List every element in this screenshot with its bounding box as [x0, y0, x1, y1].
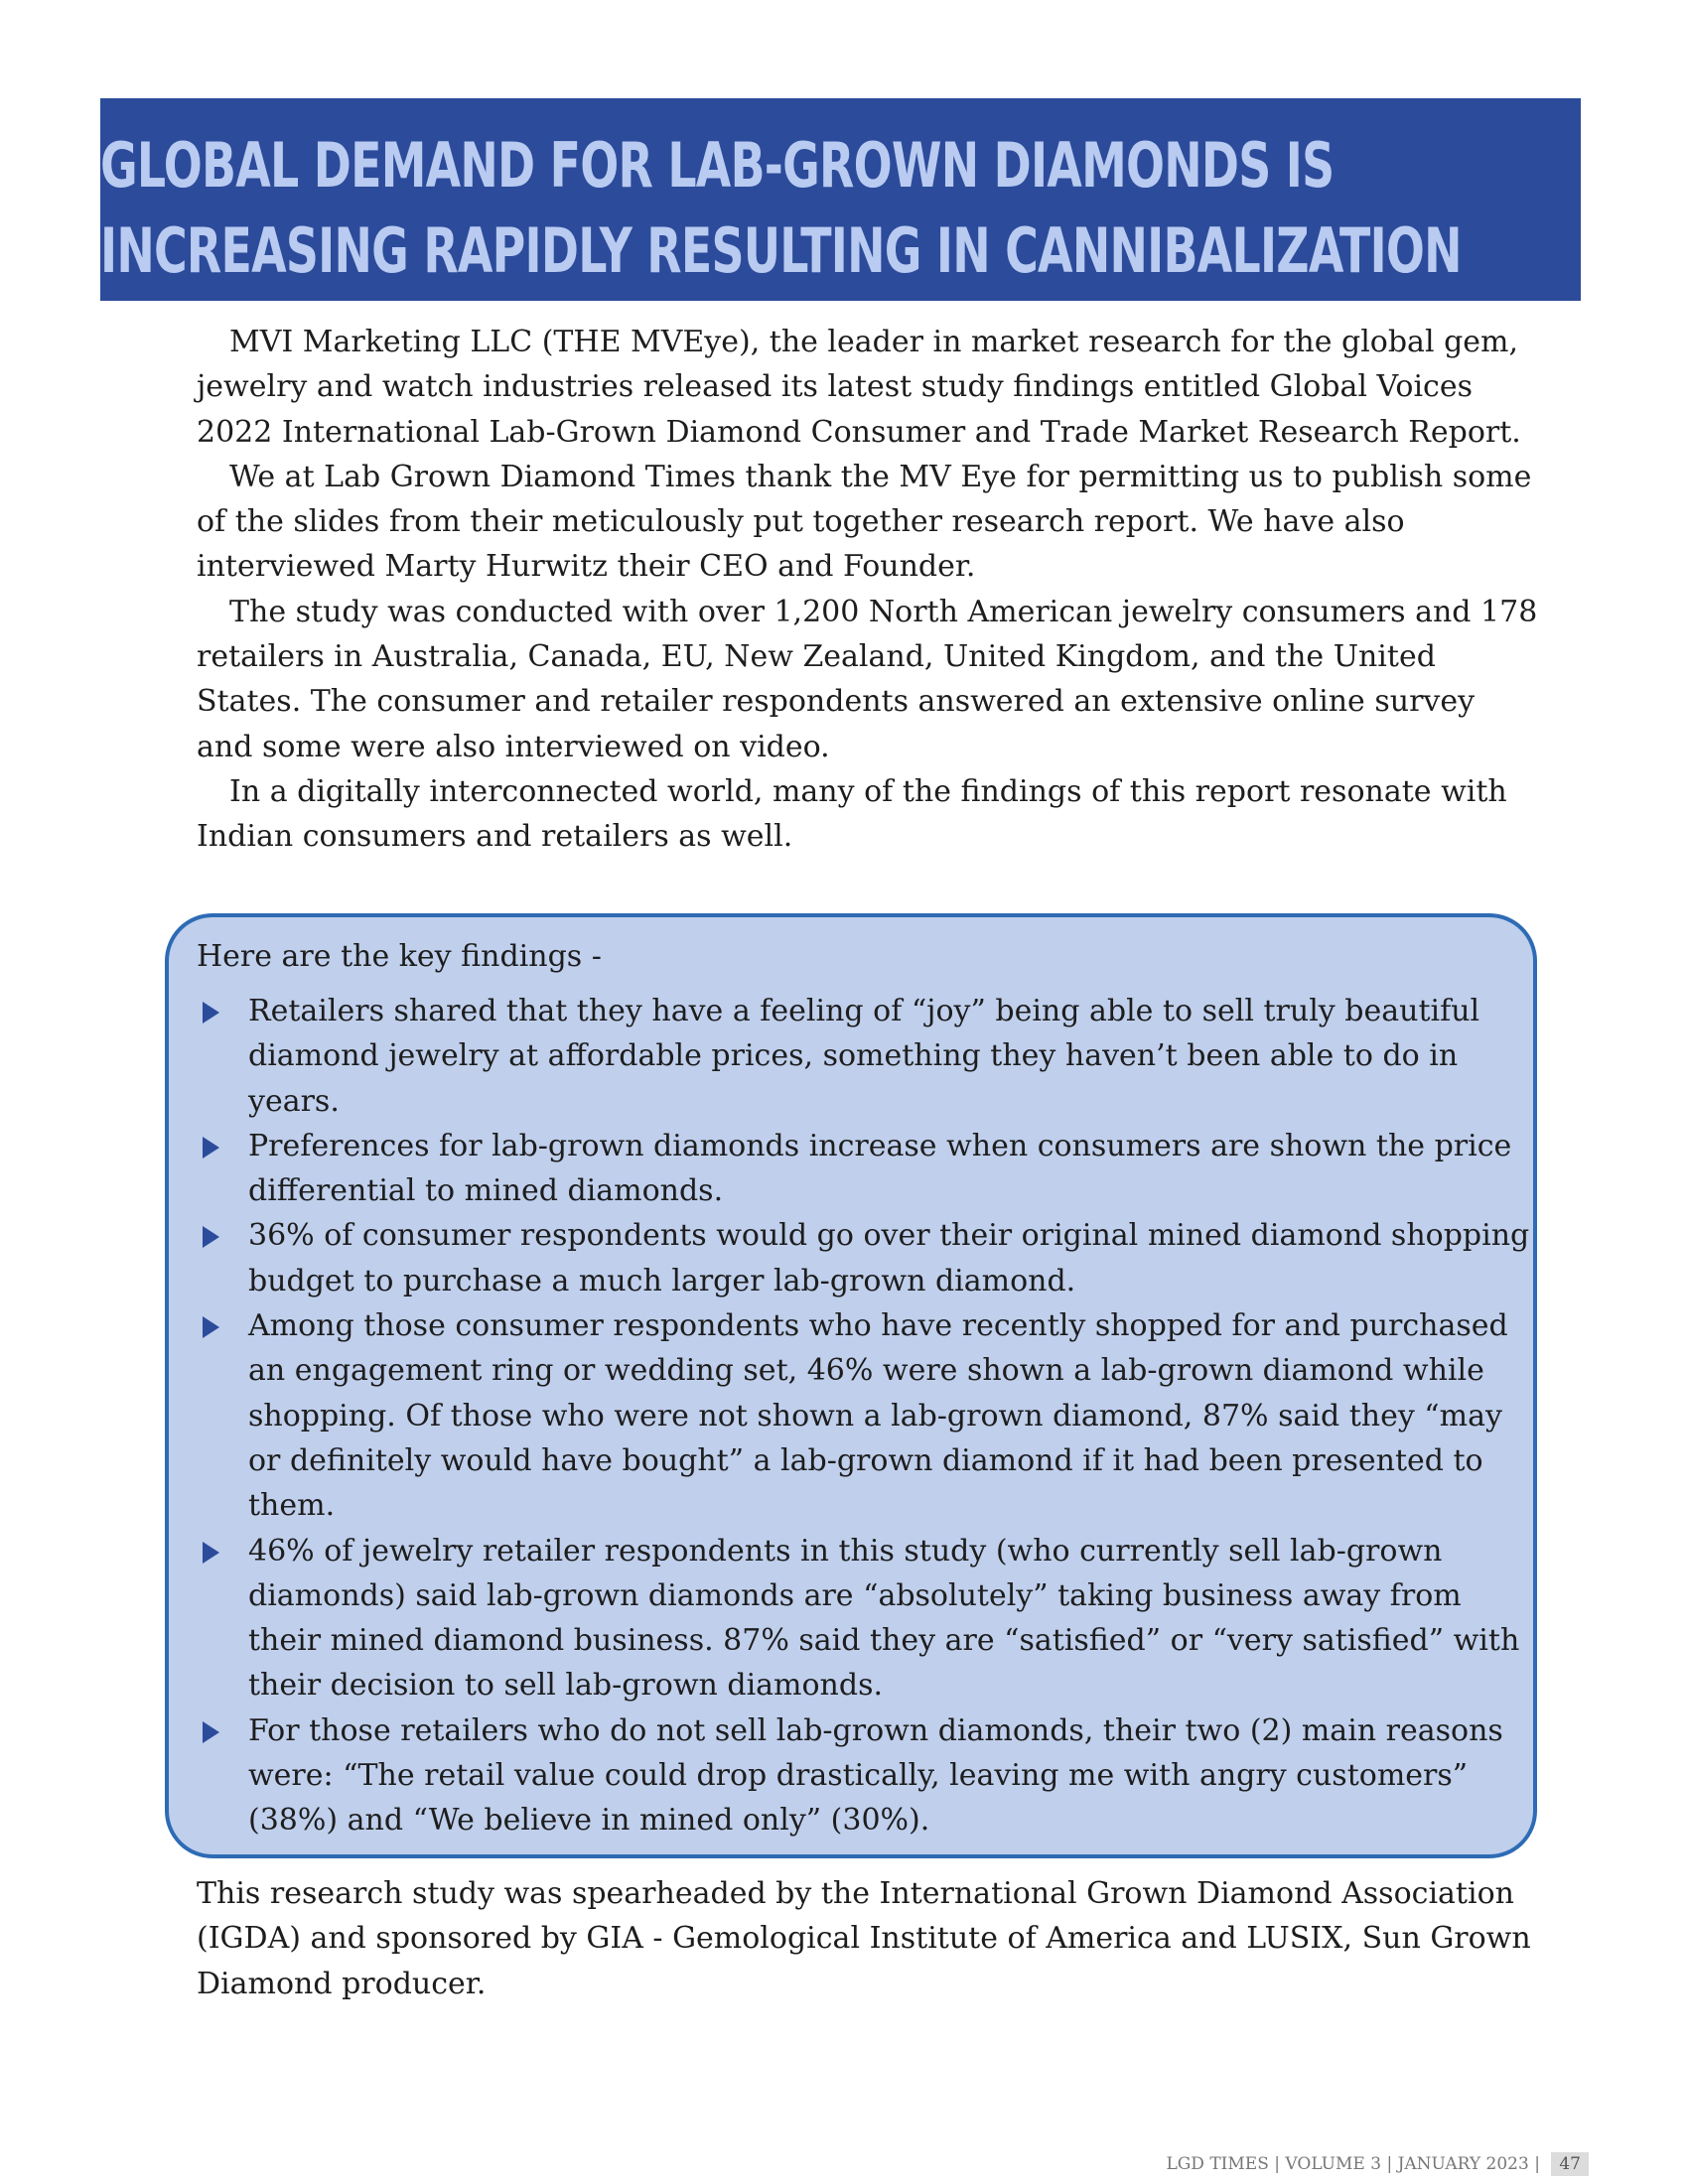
paragraph: In a digitally interconnected world, many of the findings of this report resonate with Indian consumers and retailers as well. — [197, 773, 1507, 855]
list-item — [203, 1303, 1533, 1528]
footer-separator: | — [1386, 2154, 1398, 2174]
footer-volume: VOLUME 3 — [1285, 2154, 1382, 2174]
key-findings-heading: Here are the key findings - — [197, 939, 602, 974]
list-item — [203, 1124, 1533, 1214]
page-title — [100, 123, 1462, 294]
finding-text: Retailers shared that they have a feeling of “joy” being able to sell truly beautiful diamond jewelry at affordable prices, something they haven’t been able to do in years. — [248, 994, 1480, 1119]
paragraph: MVI Marketing LLC (THE MVEye), the leader in market research for the global gem, jewelry and watch industries released its latest study findings entitled Global Voices 2022 International Lab-Grown Diamond Consumer and Trade Market Research Report. — [197, 325, 1521, 450]
triangle-bullet-icon — [203, 1002, 219, 1024]
paragraph: We at Lab Grown Diamond Times thank the MV Eye for permitting us to publish some of the slides from their meticulously put together research report. We have also interviewed Marty Hurwitz their CEO and Founder. — [197, 459, 1532, 585]
finding-text: 36% of consumer respondents would go over their original mined diamond shopping budget to purchase a much larger lab-grown diamond. — [248, 1218, 1530, 1298]
paragraph: The study was conducted with over 1,200 North American jewelry consumers and 178 retailers in Australia, Canada, EU, New Zealand, United Kingdom, and the United States. The consumer and retailer respondents answered an extensive online survey and some were also interviewed on video. — [197, 594, 1538, 764]
finding-text: For those retailers who do not sell lab-grown diamonds, their two (2) main reasons were: “The retail value could drop drastically, leaving me with angry customers” (38%) and “We believe in mined only” (30%). — [248, 1712, 1503, 1839]
title-line-1: GLOBAL DEMAND FOR LAB-GROWN DIAMONDS IS — [100, 129, 1335, 202]
triangle-bullet-icon — [203, 1226, 219, 1248]
footer-date: JANUARY 2023 — [1397, 2154, 1529, 2174]
footer-separator: | — [1534, 2154, 1546, 2174]
title-line-2: INCREASING RAPIDLY RESULTING IN CANNIBALIZATION — [100, 214, 1462, 287]
finding-text: Preferences for lab-grown diamonds increase when consumers are shown the price differential to mined diamonds. — [248, 1128, 1512, 1209]
finding-text: 46% of jewelry retailer respondents in this study (who currently sell lab-grown diamonds) said lab-grown diamonds are “absolutely” taking business away from their mined diamond business. 87% said they are “satisfied” or “very satisfied” with their decision to sell lab-grown diamonds. — [248, 1533, 1520, 1704]
footer-separator: | — [1274, 2154, 1286, 2174]
intro-text — [197, 320, 1539, 860]
list-item — [203, 1708, 1533, 1843]
page-footer — [1166, 2152, 1589, 2176]
list-item — [203, 1213, 1533, 1303]
triangle-bullet-icon — [203, 1137, 219, 1159]
triangle-bullet-icon — [203, 1721, 219, 1743]
page-number: 47 — [1551, 2152, 1589, 2176]
list-item — [203, 1529, 1533, 1708]
triangle-bullet-icon — [203, 1542, 219, 1564]
closing-paragraph: This research study was spearheaded by the International Grown Diamond Association (IGDA) and sponsored by GIA - Gemological Institute of America and LUSIX, Sun Grown Diamond producer. — [197, 1876, 1531, 2001]
list-item — [203, 989, 1533, 1124]
triangle-bullet-icon — [203, 1316, 219, 1338]
finding-text: Among those consumer respondents who have recently shopped for and purchased an engagement ring or wedding set, 46% were shown a lab-grown diamond while shopping. Of those who were not shown a lab-grown diamond, 87% said they “may or definitely would have bought” a lab-grown diamond if it had been presented to them. — [248, 1308, 1508, 1524]
footer-publication: LGD TIMES — [1166, 2154, 1269, 2174]
key-findings-list — [203, 989, 1533, 1843]
